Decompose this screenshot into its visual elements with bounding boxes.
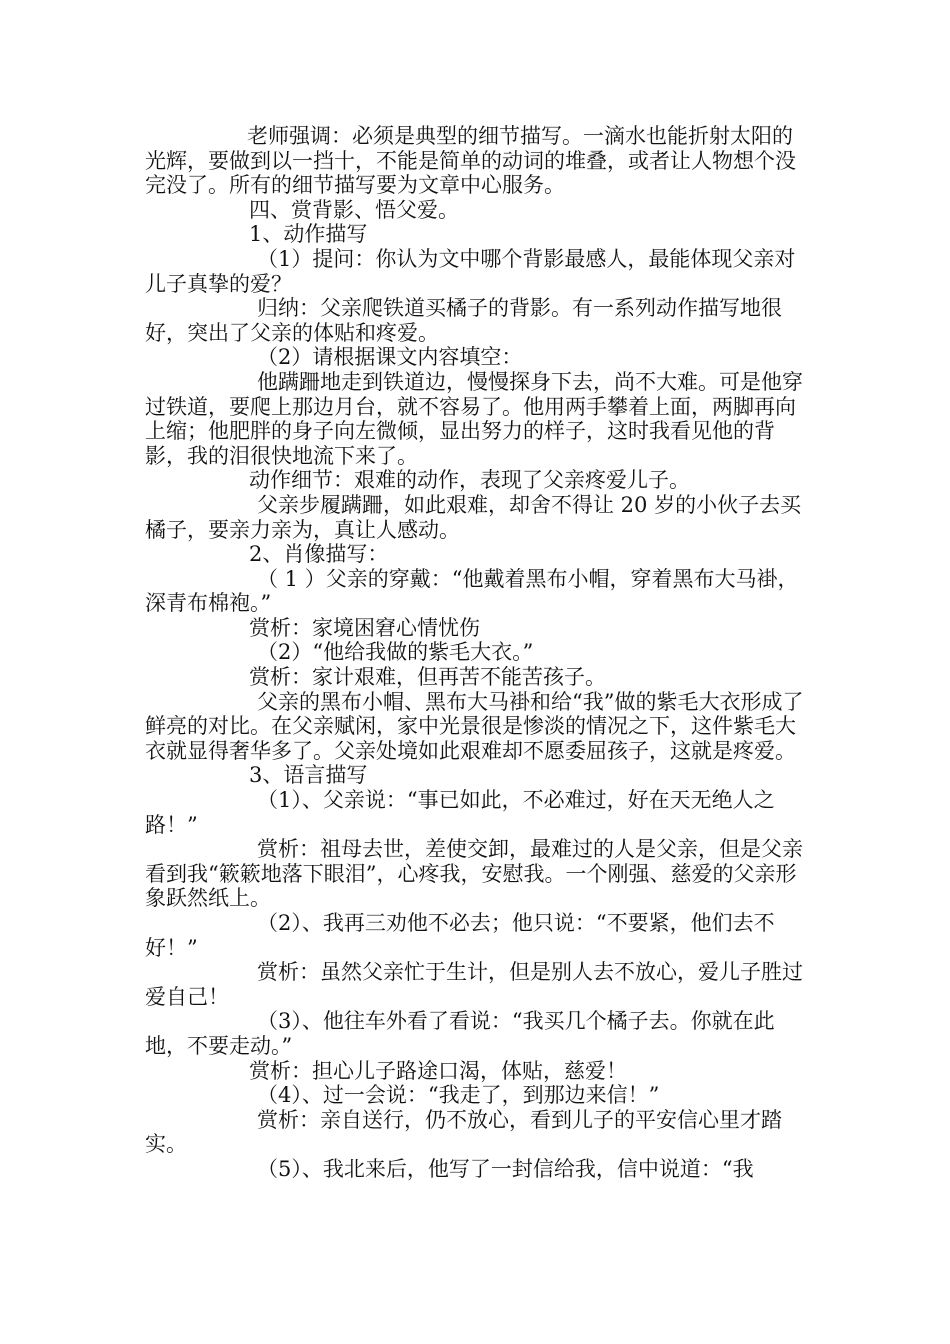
paragraph-analysis-4: 赏析：虽然父亲忙于生计，但是别人去不放心，爱儿子胜过爱自己！: [145, 960, 803, 1009]
paragraph-purple-coat: （2）“他给我做的紫毛大衣。”: [257, 640, 534, 665]
section-heading-4: 四、赏背影、悟父爱。: [249, 197, 459, 222]
paragraph-analysis-5: 赏析：担心儿子路途口渴，体贴，慈爱！: [249, 1058, 627, 1083]
paragraph-action-detail: 动作细节：艰难的动作，表现了父亲疼爱儿子。: [249, 468, 690, 493]
paragraph-clothing: （ 1 ）父亲的穿戴：“他戴着黑布小帽，穿着黑布大马褂，深青布棉袍。”: [145, 566, 799, 616]
paragraph-teacher-emphasis: 老师强调：必须是典型的细节描写。一滴水也能折射太阳的光辉，要做到以一挡十，不能是简单的动词的堆叠，或者让人物想个没完没了。所有的细节描写要为文章中心服务。: [145, 124, 796, 198]
paragraph-question-2: （2）请根据课文内容填空：: [257, 345, 523, 370]
subheading-action-description: 1、动作描写: [249, 222, 368, 247]
paragraph-analysis-1: 赏析：家境困窘心情忧伤: [249, 615, 480, 640]
paragraph-quote-1: （1）、父亲说：“事已如此，不必难过，好在天无绝人之路！”: [145, 788, 775, 837]
subheading-portrait-description: 2、肖像描写：: [249, 542, 389, 567]
paragraph-question-1: （1）提问：你认为文中哪个背影最感人，最能体现父亲对儿子真挚的爱？: [145, 246, 796, 296]
paragraph-quote-5: （5）、我北来后，他写了一封信给我，信中说道：“我: [257, 1156, 754, 1181]
paragraph-contrast: 父亲的黑布小帽、黑布大马褂和给“我”做的紫毛大衣形成了鲜亮的对比。在父亲赋闲，家中光景很是惨淡的情况之下，这件紫毛大衣就显得奢华多了。父亲处境如此艰难却不愿委屈孩子，这就是疼爱。: [145, 689, 804, 763]
paragraph-analysis-2: 赏析：家计艰难，但再苦不能苦孩子。: [249, 665, 606, 690]
paragraph-father-effort: 父亲步履蹒跚，如此艰难，却舍不得让 20 岁的小伙子去买橘子，要亲力亲为，真让人感动。: [145, 492, 802, 542]
document-body: [145, 124, 810, 1182]
subheading-language-description: 3、语言描写: [249, 763, 368, 788]
paragraph-quote-4: （4）、过一会说：“我走了，到那边来信！”: [257, 1083, 660, 1108]
paragraph-analysis-3: 赏析：祖母去世，差使交卸，最难过的人是父亲，但是父亲看到我“簌簌地落下眼泪”，心疼我，安慰我。一个刚强、慈爱的父亲形象跃然纸上。: [145, 837, 803, 911]
paragraph-quote-3: （3）、他往车外看了看说：“我买几个橘子去。你就在此地，不要走动。”: [145, 1009, 775, 1058]
paragraph-quote-2: （2）、我再三劝他不必去；他只说：“不要紧，他们去不好！”: [145, 911, 775, 960]
paragraph-summary: 归纳：父亲爬铁道买橘子的背影。有一系列动作描写地很好，突出了父亲的体贴和疼爱。: [145, 296, 782, 345]
paragraph-analysis-6: 赏析：亲自送行，仍不放心，看到儿子的平安信心里才踏实。: [145, 1107, 782, 1157]
paragraph-quote-climbing: 他蹒跚地走到铁道边，慢慢探身下去，尚不大难。可是他穿过铁道，要爬上那边月台，就不容易了。他用两手攀着上面，两脚再向上缩；他肥胖的身子向左微倾，显出努力的样子，这时我看见他的背影，我的泪很快地流下来了。: [145, 369, 803, 468]
